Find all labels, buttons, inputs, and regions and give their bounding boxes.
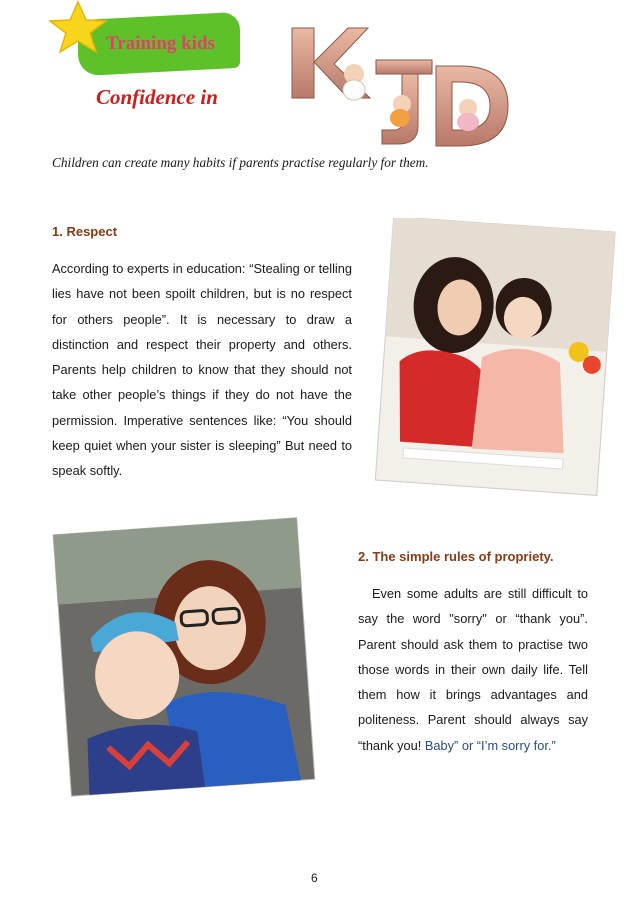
intro-text: Children can create many habits if parents practise regularly for them. [52,155,429,170]
star-icon [42,0,114,56]
page-number: 6 [311,871,318,885]
section-heading-respect: 1. Respect [52,224,118,239]
banner-title: Training kids [106,33,215,54]
kjd-logo [290,22,512,148]
page-subtitle: Confidence in [96,85,218,109]
section-heading-propriety: 2. The simple rules of propriety. [358,549,554,564]
propriety-text: Even some adults are still difficult to say the word "sorry" or “thank you”. Parent should ask them to practise two those words in their own daily life. Tell them how it brings advantages and politeness. Parent should always say “thank you! [358,586,588,753]
photo-mother-and-son [52,512,317,802]
section-body-respect: According to experts in education: “Stealing or telling lies have not been spoilt children, but is no respect for others people”. It is necessary to draw a distinction and respect their property and others. Parents help children to know that they should not take other people’s things if they do not have the permission. Imperative sentences like: “You should keep quiet when your sister is sleeping” But need to speak softly. [52,261,352,479]
photo-mother-and-daughter [370,218,618,500]
section-body-propriety [358,581,588,758]
propriety-text-highlight: Baby” or “I’m sorry for.” [424,737,556,753]
